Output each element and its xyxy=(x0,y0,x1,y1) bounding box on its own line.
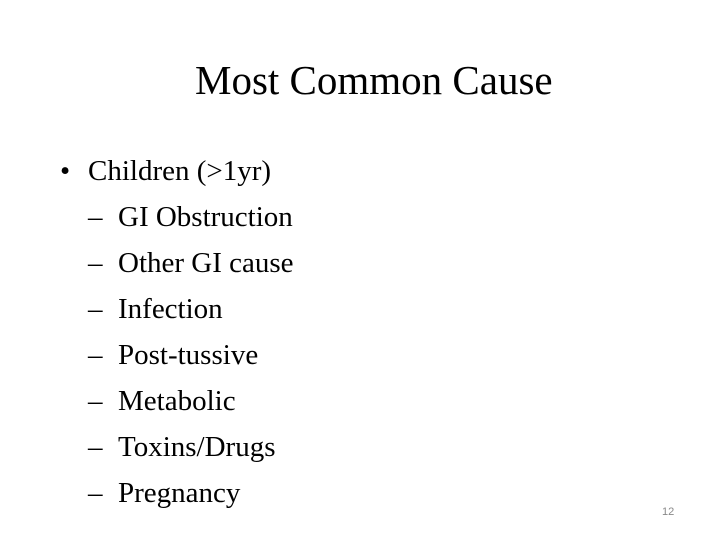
sub-item-label: Metabolic xyxy=(118,385,236,417)
dash-marker: – xyxy=(88,339,103,371)
bullet-label: Children (>1yr) xyxy=(88,155,272,187)
sub-item xyxy=(60,240,294,286)
sub-item xyxy=(60,424,294,470)
dash-marker: – xyxy=(88,201,103,233)
bullet-marker: • xyxy=(60,155,71,187)
dash-marker: – xyxy=(88,247,103,279)
sub-item-label: Infection xyxy=(118,293,223,325)
sub-item xyxy=(60,378,294,424)
sub-item-label: Pregnancy xyxy=(118,477,241,509)
bullet-list xyxy=(60,148,294,516)
sub-item xyxy=(60,470,294,516)
sub-list-container xyxy=(60,194,294,516)
sub-item xyxy=(60,286,294,332)
dash-marker: – xyxy=(88,431,103,463)
sub-item xyxy=(60,194,294,240)
sub-list xyxy=(60,194,294,516)
slide-title: Most Common Cause xyxy=(195,57,553,103)
sub-item xyxy=(60,332,294,378)
sub-item-label: Other GI cause xyxy=(118,247,294,279)
sub-item-label: GI Obstruction xyxy=(118,201,293,233)
sub-item-label: Post-tussive xyxy=(118,339,259,371)
page-number: 12 xyxy=(662,506,675,518)
dash-marker: – xyxy=(88,385,103,417)
sub-item-label: Toxins/Drugs xyxy=(118,431,276,463)
dash-marker: – xyxy=(88,293,103,325)
dash-marker: – xyxy=(88,477,103,509)
bullet-item xyxy=(60,148,294,194)
